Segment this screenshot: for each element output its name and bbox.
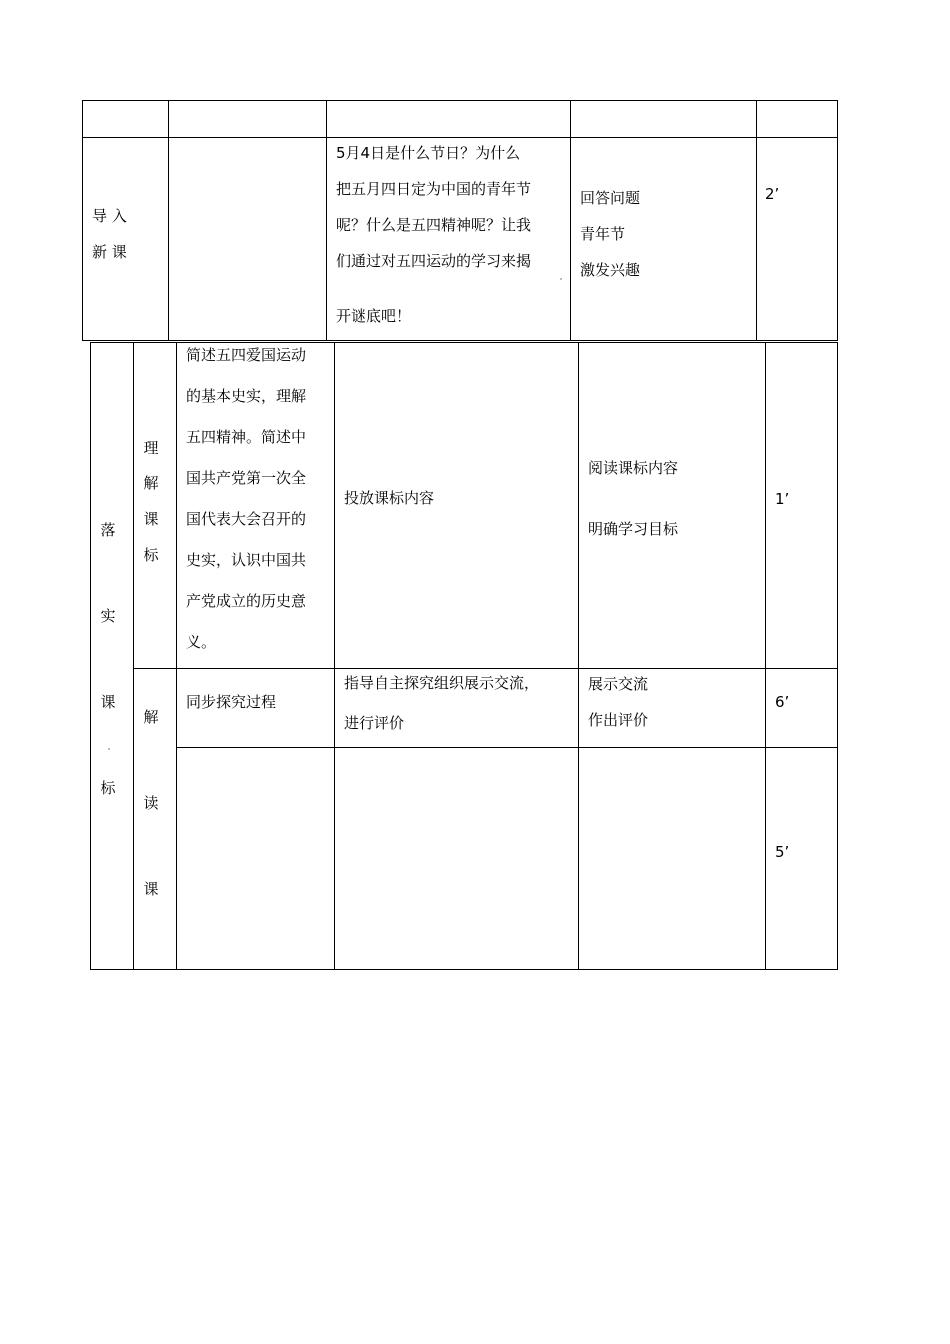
intro-teacher-line: 们通过对五四运动的学习来揭 [336,252,532,270]
understand-student-line: 阅读课标内容 [588,459,679,477]
inquiry-teacher-line: 进行评价 [344,714,405,732]
inquiry-content: 同步探究过程 [186,693,277,711]
understand-content-line: 简述五四爱国运动 [186,346,307,364]
inquiry-student-line: 作出评价 [588,711,649,729]
understand-content-line: 史实，认识中国共 [186,551,307,569]
intro-teacher-line: 把五月四日定为中国的青年节 [336,180,532,198]
understand-teacher-activity: 投放课标内容 [344,489,435,507]
main-section-char: 标 [100,779,116,797]
intro-time: 2’ [765,185,780,203]
intro-student-line: 回答问题 [580,189,641,207]
understand-sub-char: 解 [143,474,159,492]
inquiry-teacher-line: 指导自主探究组织展示交流， [344,674,540,692]
understand-sub-char: 理 [143,439,159,457]
understand-time: 1’ [775,490,790,508]
main-section-char: 课 [100,693,116,711]
intro-teacher-line: 5月4日是什么节日？为什么 [336,144,521,162]
intro-label-line2: 新 课 [92,243,127,261]
understand-content-line: 国共产党第一次全 [186,469,307,487]
intro-teacher-line: 开谜底吧！ [336,307,412,325]
understand-content-line: 的基本史实，理解 [186,387,307,405]
main-section-char: 落 [100,521,116,539]
understand-student-line: 明确学习目标 [588,520,679,538]
understand-content-line: 义。 [186,633,217,651]
explain-sub-char: 读 [143,794,159,812]
intro-label-line1: 导 入 [92,207,127,225]
intro-student-line: 激发兴趣 [580,261,641,279]
explain-sub-char: 课 [143,880,159,898]
intro-teacher-line: 呢？什么是五四精神呢？让我 [336,216,532,234]
understand-sub-char: 课 [143,510,159,528]
intro-student-line: 青年节 [580,225,626,243]
inquiry-time: 6’ [775,693,790,711]
understand-content-line: 产党成立的历史意 [186,592,307,610]
last-row-time: 5’ [775,843,790,861]
understand-content-line: 五四精神。简述中 [186,428,307,446]
main-section-char: 实 [100,607,116,625]
inquiry-student-line: 展示交流 [588,675,649,693]
understand-content-line: 国代表大会召开的 [186,510,307,528]
understand-sub-char: 标 [143,546,159,564]
explain-sub-char: 解 [143,708,159,726]
